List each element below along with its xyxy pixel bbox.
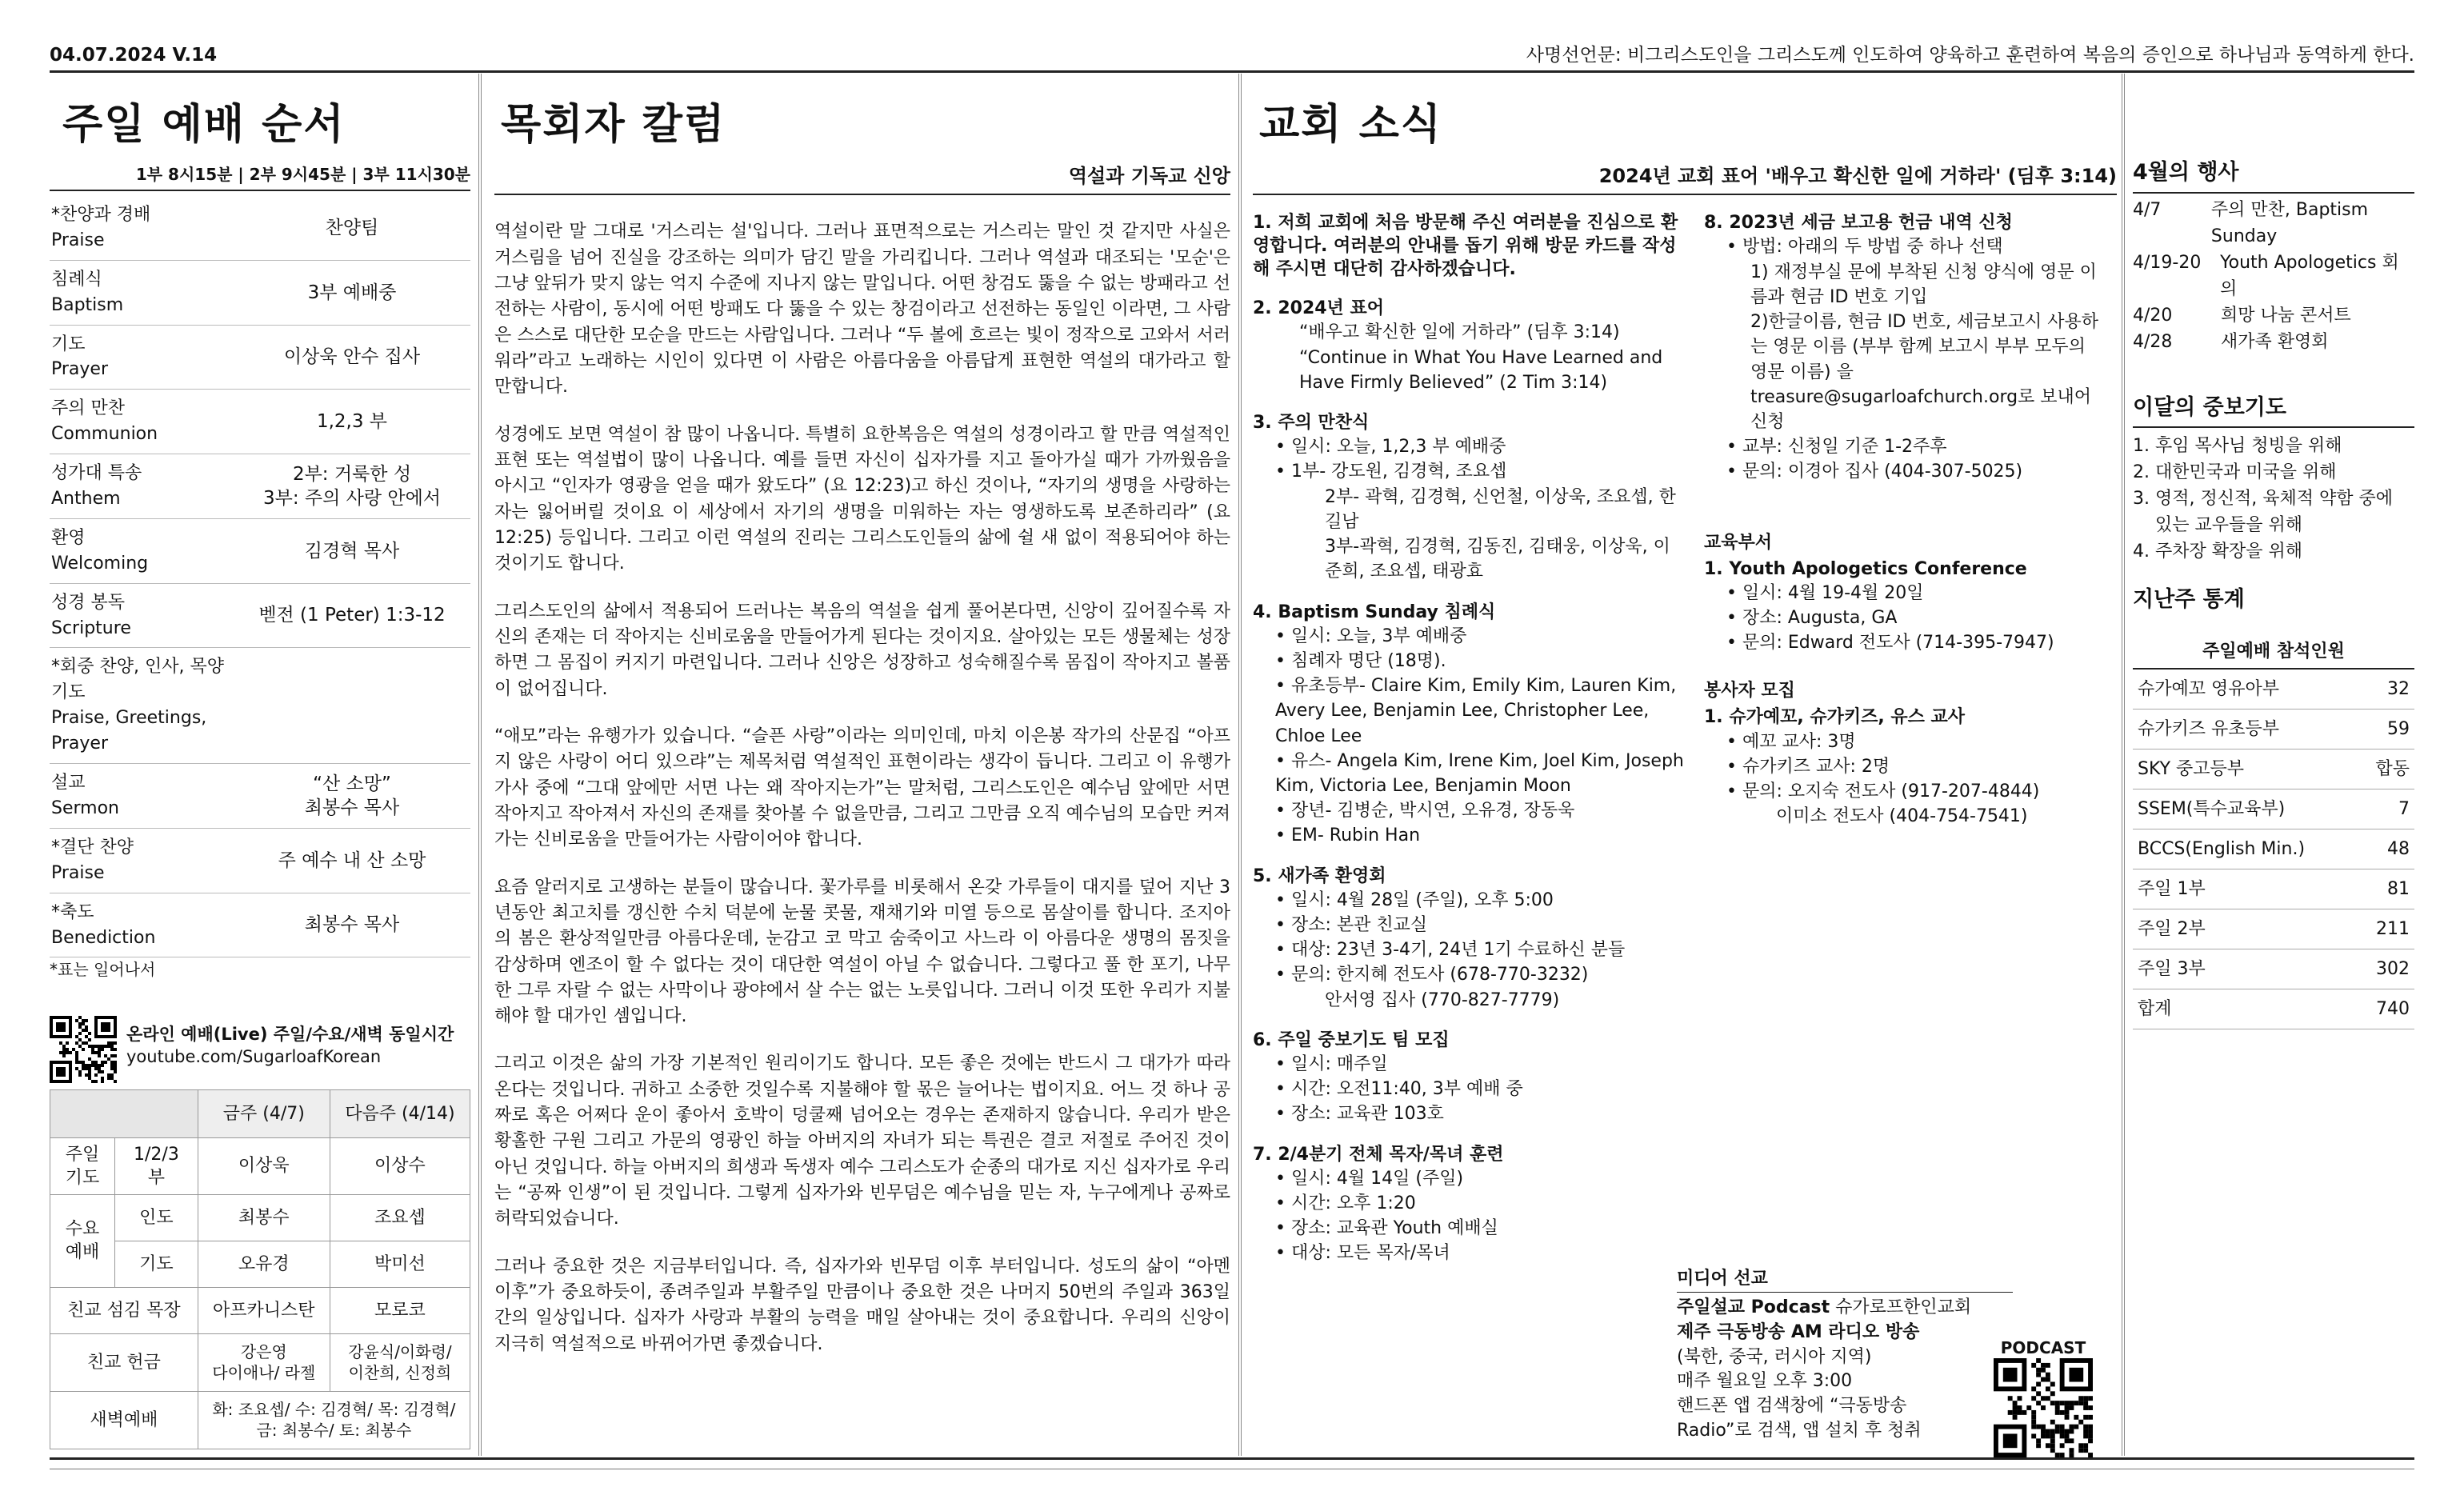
news-line: • 침례자 명단 (18명).	[1275, 650, 1446, 671]
worship-prayer-label: 주일 기도	[50, 1137, 115, 1194]
order-name-ko: *결단 찬양	[51, 837, 134, 857]
column-subtitle: 역설과 기독교 신앙	[494, 164, 1230, 196]
service-times: 1부 8시15분 | 2부 9시45분 | 3부 11시30분	[50, 164, 470, 191]
stats-row	[2133, 749, 2414, 789]
radio-label: 제주 극동방송 AM 라디오 방송	[1677, 1321, 1920, 1342]
bottom-rule	[50, 1457, 2414, 1460]
event-row	[2133, 329, 2414, 355]
event-name: 희망 나눔 콘서트	[2221, 305, 2351, 326]
stats-label: SKY 중고등부	[2133, 749, 2358, 789]
order-row	[50, 196, 470, 260]
order-name	[50, 518, 234, 583]
prayer-item: 4. 주차장 확장을 위해	[2133, 542, 2302, 562]
news-left	[1253, 195, 1685, 1265]
event-row	[2133, 302, 2414, 329]
cell: 오유경	[198, 1241, 330, 1287]
column-paragraph: 그러나 중요한 것은 지금부터입니다. 즉, 십자가와 빈무덤 이후 부터입니다. 성도의 삶이 “아멘 이후”가 중요하듯이, 종려주일과 부활주일 만큼이나 중요한 것은 나머지 50번의 주일과 363일간의 일상입니다. 십자가 사랑과 부활의 능력을 매일 살아내는 것이 중요합니다. 우리의 신앙이 지극히 역설적으로 바뀌어가면 좋겠습니다.	[494, 1256, 1230, 1354]
order-value: 3부 예배중	[234, 260, 470, 325]
news-line: • 일시: 4월 14일 (주일)	[1275, 1168, 1464, 1189]
divider	[478, 74, 482, 1456]
order-name	[50, 893, 234, 957]
order-row	[50, 828, 470, 893]
cell: 친교 헌금	[50, 1333, 198, 1391]
order-name	[50, 764, 234, 829]
events-title: 4월의 행사	[2133, 158, 2414, 194]
wed-label: 수요 예배	[50, 1194, 115, 1287]
cell: 이상수	[330, 1137, 470, 1194]
order-name-en: Sermon	[51, 797, 119, 818]
event-row	[2133, 250, 2414, 302]
podcast-name: 슈가로프한인교회	[1835, 1297, 1972, 1318]
stats-row	[2133, 909, 2414, 949]
stats-row	[2133, 989, 2414, 1029]
stats-row	[2133, 670, 2414, 710]
next-week-head: 다음주 (4/14)	[330, 1089, 470, 1137]
online-url: youtube.com/SugarloafKorean	[126, 1046, 382, 1066]
order-row	[50, 648, 470, 764]
stats-table	[2133, 670, 2414, 1029]
cell: 친교 섬김 목장	[50, 1287, 198, 1333]
order-name-en: Anthem	[51, 489, 121, 510]
top-bar	[50, 35, 2414, 67]
prayer-list	[2133, 433, 2414, 565]
volunteer-dept: 봉사자 모집	[1704, 681, 1795, 702]
column-paragraph: 그리고 이것은 삶의 가장 기본적인 원리이기도 합니다. 모든 좋은 것에는 반드시 그 대가가 따라온다는 것입니다. 귀하고 소중한 것일수록 지불해야 할 몫은 늘어나는 법이지요. 어느 것 하나 공짜로 혹은 어쩌다 운이 좋아서 호박이 덩쿨째 넘어오는 경우는 존재하지 않습니다. 우리가 받은 황홀한 구원 그리고 가문의 영광인 하늘 아버지의 자녀가 되는 특권은 결코 저절로 주어진 것이 아닌 것입니다. 하늘 아버지의 희생과 독생자 예수 그리스도가 순종의 대가로 지신 십자가로 우리는 “공짜 인생”이 된 것입니다. 그렇게 십자가와 빈무덤은 예수님을 믿는 자, 누구에게나 공짜로 허락되었습니다.	[494, 1053, 1230, 1229]
order-name	[50, 828, 234, 893]
news-heading: 6. 주일 중보기도 팀 모집	[1253, 1029, 1450, 1050]
stats-title: 지난주 통계	[2133, 587, 2245, 613]
news-heading: 4. Baptism Sunday 침례식	[1253, 602, 1496, 622]
cell: 새벽예배	[50, 1391, 198, 1449]
online-title: 온라인 예배(Live) 주일/수요/새벽 동일시간	[126, 1024, 454, 1044]
order-value: 주 예수 내 산 소망	[234, 828, 470, 893]
news-line: 2부- 곽혁, 김경혁, 신언철, 이상욱, 조요셉, 한길남	[1325, 486, 1676, 532]
event-row	[2133, 197, 2414, 250]
stats-row	[2133, 869, 2414, 909]
news-heading: 2. 2024년 표어	[1253, 298, 1384, 319]
news-line: • 예꼬 교사: 3명	[1726, 731, 1856, 752]
order-name	[50, 196, 234, 260]
media-title: 미디어 선교	[1677, 1267, 2013, 1293]
order-name-ko: 주의 만찬	[51, 398, 126, 419]
order-name-ko: 기도	[51, 334, 86, 354]
stats-label: 슈가키즈 유초등부	[2133, 709, 2358, 749]
news-title: 교회 소식	[1259, 101, 1443, 149]
news-line: • 문의: Edward 전도사 (714-395-7947)	[1726, 633, 2054, 654]
news-heading: 7. 2/4분기 전체 목자/목녀 훈련	[1253, 1144, 1504, 1165]
order-name-en: Praise, Greetings, Prayer	[51, 708, 207, 754]
podcast-qr-icon	[1994, 1358, 2093, 1457]
this-week-head: 금주 (4/7)	[198, 1089, 330, 1137]
column-paragraph: 요즘 알러지로 고생하는 분들이 많습니다. 꽃가루를 비롯해서 온갖 가루들이 대지를 덮어 지난 3년동안 최고치를 갱신한 수치 덕분에 눈물 콧물, 재채기와 미열 등으로 몸살이를 합니다. 조지아의 봄은 환상적일만큼 아름다운데, 눈감고 코 막고 숨죽이고 사느라 이 아름다운 생명의 몸짓을 감상하며 엔조이 할 수 없다는 것이 대단한 역설이 아닐 수 없습니다. 그렇다고 풀 한 포기, 나무 한 그루 자랄 수 없는 사막이나 광야에서 살 수는 없는 노릇입니다. 그러니 이것 또한 우리가 지불해야 할 대가인 셈입니다.	[494, 877, 1230, 1027]
order-name-ko: 성경 봉독	[51, 592, 126, 613]
order-value: 김경혁 목사	[234, 518, 470, 583]
online-worship	[50, 1016, 470, 1083]
order-title: 주일 예배 순서	[62, 101, 346, 149]
stats-value: 59	[2358, 709, 2414, 749]
column-paragraph: 역설이란 말 그대로 '거스리는 설'입니다. 그러나 표면적으로는 거스리는 말인 것 같지만 사실은 거스림을 넘어 진실을 강조하는 의미가 담긴 말을 가리킵니다. 그러나 역설과 대조되는 '모순'은 그냥 앞뒤가 맞지 않는 억지 수준에 지나지 않는 말입니다. 어떤 창검도 뚫을 수 없는 방패라고 선전하는 사람이, 동시에 어떤 방패도 다 뚫을 수 있는 창검이라고 선전하는 동일인 이라면, 그 사람은 스스로 대단한 모순을 만드는 사람입니다. 그러나 “두 볼에 흐르는 빛이 정작으로 고와서 서러워라”라고 노래하는 시인이 있다면 이 사람은 아름다움을 아름답게 표현한 역설의 대가라고 할 만합니다.	[494, 222, 1230, 398]
prayer-item: 3. 영적, 정신적, 육체적 약함 중에 있는 교우들을 위해	[2133, 489, 2393, 536]
news-heading: 1. 슈가예꼬, 슈가키즈, 유스 교사	[1704, 707, 1966, 728]
cell: 인도	[115, 1194, 198, 1241]
order-table	[50, 196, 470, 957]
stats-label: 주일 1부	[2133, 869, 2358, 909]
news-line: • 방법: 아래의 두 방법 중 하나 선택	[1726, 237, 2003, 258]
stats-value: 211	[2358, 909, 2414, 949]
news-line: • 장소: 본관 친교실	[1275, 914, 1428, 935]
stats-value: 합동	[2358, 749, 2414, 789]
news-line: • 대상: 23년 3-4기, 24년 1기 수료하신 분들	[1275, 940, 1626, 961]
news-heading: 8. 2023년 세금 보고용 헌금 내역 신청	[1704, 213, 2013, 234]
stats-value: 81	[2358, 869, 2414, 909]
stats-label: 주일 3부	[2133, 949, 2358, 989]
media-line: 매주 월요일 오후 3:00	[1677, 1371, 1853, 1392]
order-row	[50, 583, 470, 648]
event-name: 새가족 환영회	[2221, 331, 2329, 352]
side-section	[2133, 74, 2414, 1456]
podcast-label: 주일설교 Podcast	[1677, 1297, 1830, 1318]
order-name-en: Welcoming	[51, 553, 149, 574]
order-value: 1,2,3 부	[234, 390, 470, 454]
news-line: • 문의: 한지혜 전도사 (678-770-3232)	[1275, 965, 1589, 985]
order-row	[50, 518, 470, 583]
stats-label: 슈가예꼬 영유아부	[2133, 670, 2358, 710]
order-name-en: Benediction	[51, 927, 156, 948]
news-line: • 유초등부- Claire Kim, Emily Kim, Lauren Kim, Avery Lee, Benjamin Lee, Christopher Lee, Chloe Lee	[1275, 676, 1677, 746]
news-line: • 장소: Augusta, GA	[1726, 607, 1898, 628]
order-name-en: Praise	[51, 230, 105, 250]
news-line: • 장소: 교육관 103호	[1275, 1104, 1444, 1125]
news-heading: 1. Youth Apologetics Conference	[1704, 558, 2027, 579]
media-line: Radio”로 검색, 앱 설치 후 청취	[1677, 1421, 1922, 1441]
stats-label: 주일 2부	[2133, 909, 2358, 949]
stats-row	[2133, 709, 2414, 749]
column-paragraph: “애모”라는 유행가가 있습니다. “슬픈 사랑”이라는 의미인데, 마치 이은봉 작가의 산문집 “아프지 않은 사랑이 어디 있으랴”는 제목처럼 역설적인 표현이라는 생각이 듭니다. 그리고 이 유행가 가사 중에 “그대 앞에만 서면 나는 왜 작아지는가”는 말처럼, 그리스도인은 예수님 앞에만 서면 작아지고 작아져서 자신의 존재를 찾아볼 수 없을만큼, 그리고 그만큼 오직 예수님의 모습만 커져가는 신비로움을 만들어가는 사람이어야 합니다.	[494, 726, 1230, 850]
event-name: Youth Apologetics 회의	[2220, 252, 2399, 299]
stats-label: BCCS(English Min.)	[2133, 829, 2358, 869]
event-date: 4/28	[2133, 331, 2173, 352]
stats-value: 48	[2358, 829, 2414, 869]
cell: 모로코	[330, 1287, 470, 1333]
stats-label: 합계	[2133, 989, 2358, 1029]
event-date: 4/20	[2133, 305, 2173, 326]
events-list	[2133, 197, 2414, 355]
cell: 강은영 다이애나/ 라젤	[198, 1333, 330, 1391]
order-row	[50, 390, 470, 454]
event-date: 4/19-20	[2133, 252, 2202, 273]
news-line: • EM- Rubin Han	[1275, 825, 1421, 846]
church-motto: 2024년 교회 표어 '배우고 확신한 일에 거하라' (딤후 3:14)	[1253, 164, 2117, 196]
cell: 아프카니스탄	[198, 1287, 330, 1333]
mission-statement: 사명선언문: 비그리스도인을 그리스도께 인도하여 양육하고 훈련하여 복음의 증인으로 하나님과 동역하게 한다.	[1526, 44, 2414, 66]
column-section	[494, 74, 1230, 1456]
news-heading: 3. 주의 만찬식	[1253, 413, 1370, 434]
cell: 최봉수	[198, 1194, 330, 1241]
order-value: 이상욱 안수 집사	[234, 325, 470, 390]
order-row	[50, 325, 470, 390]
prayer-item: 2. 대한민국과 미국을 위해	[2133, 462, 2337, 483]
news-line: • 문의: 이경아 집사 (404-307-5025)	[1726, 462, 2023, 482]
stats-row	[2133, 789, 2414, 829]
cell: 강윤식/이화령/ 이찬희, 신정희	[330, 1333, 470, 1391]
divider	[2122, 74, 2125, 1456]
news-line: • 대상: 모든 목자/목녀	[1275, 1243, 1450, 1264]
news-line: “배우고 확신한 일에 거하라” (딤후 3:14)	[1299, 322, 1620, 343]
order-name-en: Prayer	[51, 359, 109, 380]
prayer-item: 1. 후임 목사님 청빙을 위해	[2133, 436, 2342, 457]
news-heading: 5. 새가족 환영회	[1253, 865, 1386, 886]
order-value: 2부: 거룩한 성 3부: 주의 사랑 안에서	[234, 454, 470, 519]
news-line: • 일시: 오늘, 3부 예배중	[1275, 626, 1467, 646]
event-name: 주의 만찬, Baptism Sunday	[2210, 199, 2369, 246]
order-name	[50, 454, 234, 519]
stats-label: SSEM(특수교육부)	[2133, 789, 2358, 829]
edu-dept: 교육부서	[1704, 532, 1773, 553]
news-line: • 유스- Angela Kim, Irene Kim, Joel Kim, Joseph Kim, Victoria Lee, Benjamin Moon	[1275, 750, 1684, 796]
news-line: • 일시: 4월 28일 (주일), 오후 5:00	[1275, 889, 1554, 910]
cell: 조요셉	[330, 1194, 470, 1241]
order-column	[50, 74, 470, 1456]
order-value: 찬양팀	[234, 196, 470, 260]
order-name	[50, 260, 234, 325]
order-row	[50, 454, 470, 519]
stats-value: 32	[2358, 670, 2414, 710]
news-right	[1704, 195, 2104, 1265]
order-row	[50, 893, 470, 957]
news-heading: 1. 저희 교회에 처음 방문해 주신 여러분을 진심으로 환영합니다. 여러분의 안내를 돕기 위해 방문 카드를 작성해 주시면 대단히 감사하겠습니다.	[1253, 213, 1678, 280]
order-name-ko: 설교	[51, 773, 86, 793]
news-section	[1253, 74, 2117, 1456]
order-name-ko: *찬양과 경배	[51, 205, 151, 226]
order-name	[50, 583, 234, 648]
order-name-en: Praise	[51, 862, 105, 883]
order-name	[50, 648, 234, 764]
stats-subtitle: 주일예배 참석인원	[2133, 640, 2414, 670]
news-line: • 슈가키즈 교사: 2명	[1726, 756, 1890, 777]
news-line: • 일시: 매주일	[1275, 1053, 1388, 1074]
order-value: 최봉수 목사	[234, 893, 470, 957]
order-name-ko: *회중 찬양, 인사, 목양 기도	[51, 657, 224, 703]
order-name-ko: 환영	[51, 527, 86, 548]
order-name-ko: 성가대 특송	[51, 463, 142, 484]
column-paragraph: 그리스도인의 삶에서 적용되어 드러나는 복음의 역설을 쉽게 풀어본다면, 신앙이 깊어질수록 자신의 존재는 더 작아지는 신비로움을 만들어가게 된다는 것이지요. 살아있는 모든 생물체는 성장하면 그 몸집이 커지기 마련입니다. 그러나 신앙은 성장하고 성숙해질수록 몸집이 작아지고 볼품이 없어집니다.	[494, 601, 1230, 699]
media-line: 핸드폰 앱 검색창에 “극동방송	[1677, 1396, 1907, 1417]
cell: 박미선	[330, 1241, 470, 1287]
order-name	[50, 325, 234, 390]
news-line: • 일시: 4월 19-4월 20일	[1726, 582, 1924, 603]
event-date: 4/7	[2133, 199, 2162, 220]
media-line: (북한, 중국, 러시아 지역)	[1677, 1346, 1872, 1367]
qr-code-icon	[50, 1016, 117, 1083]
stats-value: 302	[2358, 949, 2414, 989]
order-row	[50, 260, 470, 325]
cell: 화: 조요셉/ 수: 김경혁/ 목: 김경혁/ 금: 최봉수/ 토: 최봉수	[198, 1391, 470, 1449]
column-paragraph: 성경에도 보면 역설이 참 많이 나옵니다. 특별히 요한복음은 역설의 성경이라고 할 만큼 역설적인 표현 또는 역설법이 많이 나옵니다. 예를 들면 자신이 십자가를 지고 돌아가실 때가 가까웠음을 아시고 “인자가 영광을 얻을 때가 왔도다” (요 12:23)고 하신 것이나, “자기의 생명을 사랑하는 자는 잃어버릴 것이요 이 세상에서 자기의 생명을 미워하는 자는 영생하도록 보존하리라” (요 12:25) 등입니다. 그리고 이런 역설의 진리는 그리스도인들의 삶에 쉴 새 없이 적용되어야 하는 것이기도 합니다.	[494, 424, 1230, 574]
divider	[1238, 74, 1242, 1456]
order-row	[50, 764, 470, 829]
news-line: 안서영 집사 (770-827-7779)	[1325, 989, 1560, 1010]
news-line: • 시간: 오전11:40, 3부 예배 중	[1275, 1079, 1523, 1100]
stand-note: *표는 일어나서	[50, 960, 156, 980]
order-value: 벧전 (1 Peter) 1:3-12	[234, 583, 470, 648]
order-name	[50, 390, 234, 454]
news-line: “Continue in What You Have Learned and Have Firmly Believed” (2 Tim 3:14)	[1299, 347, 1663, 393]
stats-row	[2133, 949, 2414, 989]
schedule-table	[50, 1089, 470, 1449]
order-name-en: Communion	[51, 424, 158, 445]
stats-value: 7	[2358, 789, 2414, 829]
podcast-badge: PODCAST	[2000, 1338, 2086, 1358]
stats-row	[2133, 829, 2414, 869]
column-body	[494, 219, 1230, 1357]
order-name-ko: *축도	[51, 901, 94, 922]
news-line: 이미소 전도사 (404-754-7541)	[1776, 806, 2028, 827]
news-line: • 1부- 강도원, 김경혁, 조요셉	[1275, 462, 1507, 482]
date-version: 04.07.2024 V.14	[50, 44, 218, 66]
order-value	[234, 648, 470, 764]
stats-value: 740	[2358, 989, 2414, 1029]
order-name-ko: 침례식	[51, 269, 102, 290]
news-line: • 시간: 오후 1:20	[1275, 1193, 1416, 1213]
order-name-en: Scripture	[51, 618, 131, 638]
news-line: • 일시: 오늘, 1,2,3 부 예배중	[1275, 437, 1506, 458]
order-value: “산 소망” 최봉수 목사	[234, 764, 470, 829]
news-line: • 문의: 오지숙 전도사 (917-207-4844)	[1726, 781, 2040, 801]
media-box	[1677, 1267, 2093, 1464]
news-line: • 장년- 김병순, 박시연, 오유경, 장동욱	[1275, 801, 1575, 821]
news-line: 1) 재정부실 문에 부착된 신청 양식에 영문 이름과 현금 ID 번호 기입	[1750, 262, 2097, 307]
news-line: • 장소: 교육관 Youth 예배실	[1275, 1218, 1498, 1239]
news-line: 3부-곽혁, 김경혁, 김동진, 김태웅, 이상욱, 이준희, 조요셉, 태광효	[1325, 537, 1670, 582]
column-title: 목회자 칼럼	[501, 101, 726, 149]
news-line: • 교부: 신청일 기준 1-2주후	[1726, 437, 1947, 458]
worship-prayer-sub: 1/2/3 부	[115, 1137, 198, 1194]
news-line: 2)한글이름, 현금 ID 번호, 세금보고시 사용하는 영문 이름 (부부 함께 보고시 부부 모두의 영문 이름) 을 treasure@sugarloafchurch.org로 보내어 신청	[1750, 312, 2098, 432]
prayer-title: 이달의 중보기도	[2133, 394, 2414, 429]
cell: 기도	[115, 1241, 198, 1287]
top-rule	[50, 70, 2414, 73]
cell: 이상욱	[198, 1137, 330, 1194]
order-name-en: Baptism	[51, 294, 124, 315]
